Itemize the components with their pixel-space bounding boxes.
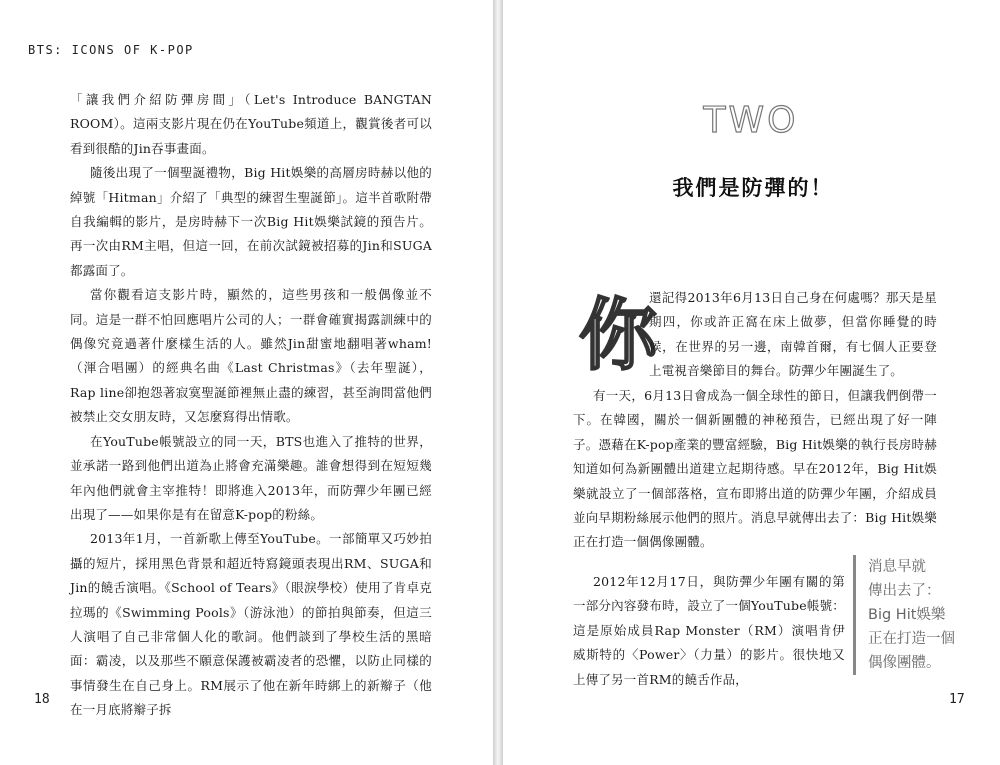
paragraph: 在YouTube帳號設立的同一天，BTS也進入了推特的世界，並承諾一路到他們出道為止將會充滿樂趣。誰會想得到在短短幾年內他們就會主宰推特！即將進入2013年，而防彈少年團已經出現了——如果你是有在留意K-pop的粉絲。 [70, 433, 432, 522]
intro-paragraph: 還記得2013年6月13日自己身在何處嗎？那天是星期四，你或許正窩在床上做夢，但當你睡覺的時候，在世界的另一邊，南韓首爾，有七個人正要登上電視音樂節目的舞台。防彈少年團誕生了。 [649, 290, 937, 379]
paragraph: 2013年1月，一首新歌上傳至YouTube。一部簡單又巧妙拍攝的短片，採用黑色背景和超近特寫鏡頭表現出RM、SUGA和Jin的饒舌演唱。《School of Tears》（眼淚學校）使用了肯卓克拉瑪的《Swimming Pools》（游泳池）的節拍與節奏，但這三人演唱了自己非常個人化的歌詞。他們談到了學校生活的黑暗面：霸凌，以及那些不願意保護被霸凌者的恐懼，以防止同樣的事情發生在自己身上。RM展示了他在新年時綁上的新辮子（他在一月底將辮子拆 [70, 531, 432, 718]
chapter-title: 我們是防彈的！ [672, 176, 834, 200]
drop-cap-glyph: 你 [578, 291, 658, 374]
narrow-paragraph: 2012年12月17日，與防彈少年團有關的第一部分內容發布時，設立了一個YouTube帳號：這是原始成員Rap Monster（RM）演唱肯伊威斯特的〈Power〉（力量）的影片。很快地又上傳了另一首RM的饒舌作品， [573, 574, 845, 687]
pull-quote-line: 傳出去了： [868, 583, 941, 599]
page-number-right: 17 [949, 692, 965, 707]
paragraph: 「讓我們介紹防彈房間」（Let's Introduce BANGTAN ROOM）。這兩支影片現在仍在YouTube頻道上，觀賞後者可以看到很酷的Jin吞事畫面。 [70, 92, 432, 156]
pull-quote-line: 消息早就 [868, 559, 926, 575]
running-head: BTS: ICONS OF K-POP [28, 43, 194, 57]
book-gutter [493, 0, 503, 765]
paragraph: 當你觀看這支影片時，顯然的，這些男孩和一般偶像並不同。這是一群不怕回應唱片公司的人；一群會確實揭露訓練中的偶像究竟過著什麼樣生活的人。雖然Jin甜蜜地翻唱著wham!（渾合唱團）的經典名曲《Last Christmas》（去年聖誕），Rap line卻抱怨著寂寞聖誕節裡無止盡的練習，甚至詢問當他們被禁止交女朋友時，又怎麼寫得出情歌。 [70, 287, 432, 425]
chapter-number [699, 98, 803, 142]
left-body-text [70, 88, 432, 723]
left-page [0, 0, 493, 765]
paragraph: 隨後出現了一個聖誕禮物，Big Hit娛樂的高層房時赫以他的綽號「Hitman」介紹了「典型的練習生聖誕節」。這半首歌附帶自我編輯的影片，是房時赫下一次Big Hit娛樂試鏡的預告片。再一次由RM主唱，但這一回，在前次試鏡被招募的Jin和SUGA都露面了。 [70, 165, 432, 278]
main-paragraph: 有一天，6月13日會成為一個全球性的節日，但讓我們倒帶一下。在韓國，關於一個新團體的神秘預告，已經出現了好一陣子。憑藉在K-pop產業的豐富經驗，Big Hit娛樂的執行長房時赫知道如何為新團體出道建立起期待感。早在2012年，Big Hit娛樂就設立了一個部落格，宣布即將出道的防彈少年團，介紹成員並向早期粉絲展示他們的照片。消息早就傳出去了：Big Hit娛樂正在打造一個偶像團體。 [573, 388, 937, 550]
pull-quote-line: 偶像團體。 [868, 655, 941, 671]
page-number-left: 18 [34, 692, 50, 707]
right-page [503, 0, 1000, 765]
pull-quote-line: 正在打造一個 [868, 631, 955, 647]
pull-quote-line: Big Hit娛樂 [868, 607, 946, 623]
main-paragraph-block [573, 384, 937, 555]
chapter-number-text: TWO [703, 100, 799, 141]
narrow-paragraph-block [573, 570, 845, 692]
pull-quote [853, 555, 963, 675]
intro-paragraph-block [649, 286, 937, 384]
